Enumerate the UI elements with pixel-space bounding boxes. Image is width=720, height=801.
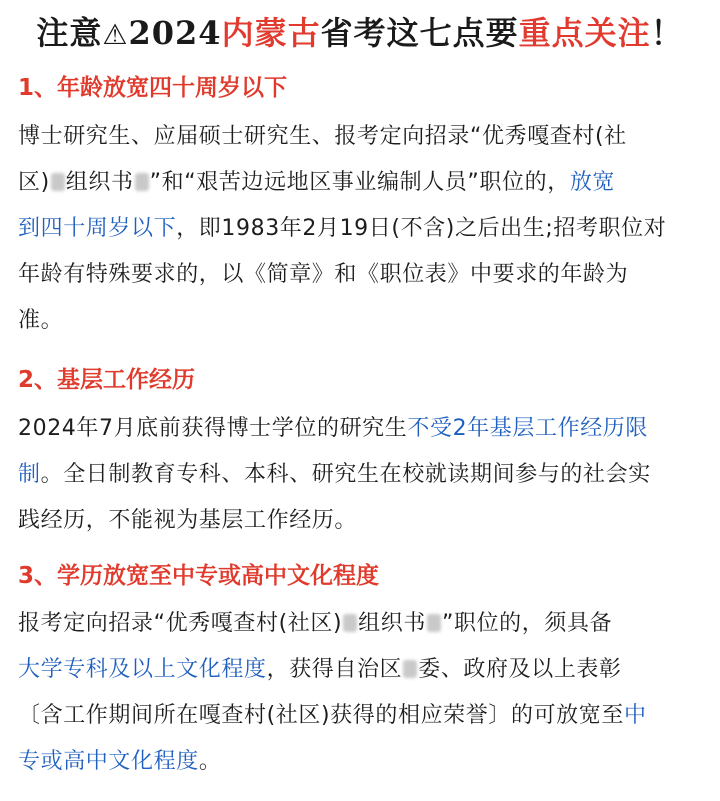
paragraph-line xyxy=(18,252,704,298)
body-text: ”和“艰苦边远地区事业编制人员”职位的， xyxy=(149,170,570,195)
title-prefix: 注意 xyxy=(36,14,103,52)
section-2-heading: 2、基层工作经历 xyxy=(18,367,196,393)
body-text: 准。 xyxy=(18,308,64,333)
body-text: 区) xyxy=(18,170,50,195)
paragraph-line xyxy=(18,739,704,785)
paragraph-line xyxy=(18,406,704,452)
body-text: 组织书 xyxy=(65,170,134,195)
redacted-mark xyxy=(403,660,417,678)
title-middle: 省考这七点要 xyxy=(320,14,519,52)
paragraph-line xyxy=(18,206,704,252)
highlight-text: 到四十周岁以下 xyxy=(18,216,177,241)
paragraph-line xyxy=(18,298,704,344)
section-1-body xyxy=(18,114,704,344)
paragraph-line xyxy=(18,160,704,206)
section-3-heading: 3、学历放宽至中专或高中文化程度 xyxy=(18,563,380,589)
body-text: 。全日制教育专科、本科、研究生在校就读期间参与的社会实 xyxy=(40,462,651,487)
highlight-text: 不受2年基层工作经历限 xyxy=(407,416,648,441)
highlight-text: 放宽 xyxy=(569,170,616,195)
title-region: 内蒙古 xyxy=(221,14,321,52)
highlight-text: 中 xyxy=(623,703,647,728)
highlight-text: 大学专科及以上文化程度 xyxy=(18,657,267,682)
redacted-mark xyxy=(51,173,65,191)
body-text: ，获得自治区 xyxy=(266,657,403,682)
title-year: 2024 xyxy=(128,14,222,52)
section-2-body xyxy=(18,406,704,544)
body-text: 组织书 xyxy=(358,611,426,636)
body-text: 〔含工作期间所在嘎查村(社区)获得的相应荣誉〕的可放宽至 xyxy=(18,703,624,728)
section-1-heading: 1、年龄放宽四十周岁以下 xyxy=(18,75,288,101)
body-text: ”职位的，须具备 xyxy=(441,611,613,636)
title-emphasis: 重点关注 xyxy=(518,14,651,52)
redacted-mark xyxy=(135,173,149,191)
highlight-text: 专或高中文化程度 xyxy=(18,749,199,774)
title-suffix: ！ xyxy=(650,14,684,52)
redacted-mark xyxy=(427,614,441,632)
body-text: 年龄有特殊要求的，以《简章》和《职位表》中要求的年龄为 xyxy=(18,262,629,287)
body-text: 委、政府及以上表彰 xyxy=(418,657,622,682)
warning-icon: ⚠ xyxy=(102,18,129,51)
paragraph-line xyxy=(18,693,704,739)
body-text: 践经历，不能视为基层工作经历。 xyxy=(18,508,358,533)
body-text: 博士研究生、应届硕士研究生、报考定向招录“优秀嘎查村(社 xyxy=(18,124,627,149)
body-text: ，即1983年2月19日(不含)之后出生;招考职位对 xyxy=(176,216,667,241)
page-title xyxy=(0,10,720,58)
paragraph-line xyxy=(18,647,704,693)
body-text: 2024年7月底前获得博士学位的研究生 xyxy=(18,416,408,441)
section-3-body xyxy=(18,601,704,785)
paragraph-line xyxy=(18,498,704,544)
paragraph-line xyxy=(18,452,704,498)
redacted-mark xyxy=(343,614,357,632)
highlight-text: 制 xyxy=(18,462,41,487)
paragraph-line xyxy=(18,601,704,647)
body-text: 报考定向招录“优秀嘎查村(社区) xyxy=(18,611,343,636)
paragraph-line xyxy=(18,114,704,160)
body-text: 。 xyxy=(198,749,222,774)
